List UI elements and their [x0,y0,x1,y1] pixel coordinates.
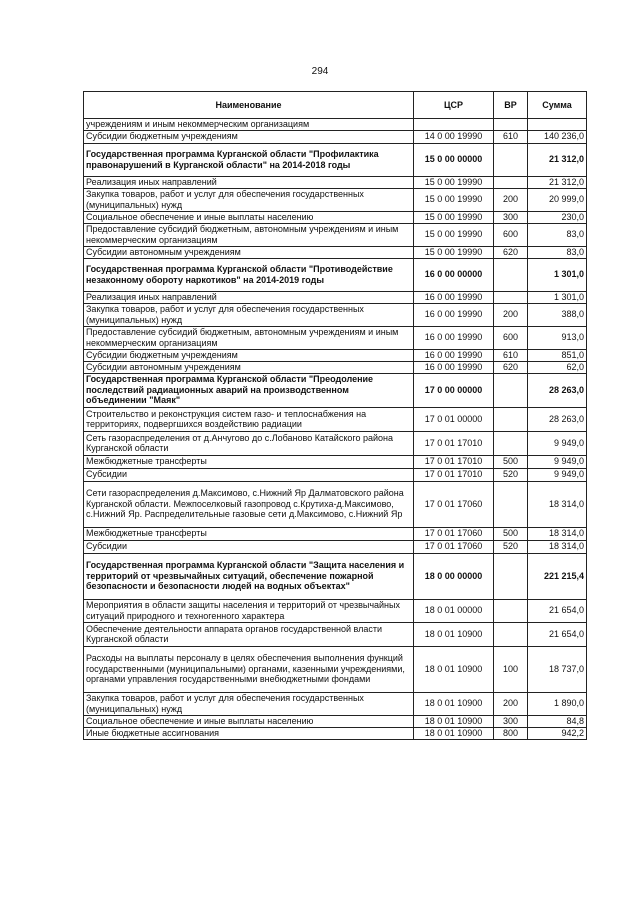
table-header-row [84,92,587,119]
table-row [84,481,587,527]
table-row [84,119,587,131]
cell-vr [494,119,528,131]
table-row [84,176,587,188]
cell-sum: 942,2 [528,727,587,739]
table-row [84,291,587,303]
header-csr: ЦСР [414,92,494,119]
cell-csr: 15 0 00 19990 [414,246,494,258]
cell-name: Социальное обеспечение и иные выплаты населению [84,211,414,223]
cell-vr: 500 [494,527,528,540]
cell-csr: 18 0 00 00000 [414,553,494,599]
table-row [84,646,587,692]
cell-csr: 14 0 00 19990 [414,130,494,143]
cell-csr: 15 0 00 19990 [414,188,494,211]
cell-vr [494,176,528,188]
cell-csr: 17 0 01 17010 [414,468,494,481]
table-row [84,223,587,246]
cell-csr: 17 0 01 17010 [414,431,494,455]
cell-name: Государственная программа Курганской области "Профилактика правонарушений в Курганской области" на 2014-2018 годы [84,143,414,176]
cell-vr [494,553,528,599]
cell-name: Предоставление субсидий бюджетным, автономным учреждениям и иным некоммерческим организациям [84,326,414,349]
cell-sum: 1 890,0 [528,692,587,715]
cell-sum: 230,0 [528,211,587,223]
cell-csr: 16 0 00 19990 [414,361,494,373]
cell-name: Государственная программа Курганской области "Противодействие незаконному обороту наркотиков" на 2014-2019 годы [84,258,414,291]
cell-vr: 600 [494,326,528,349]
cell-vr: 610 [494,130,528,143]
table-row [84,553,587,599]
page-number: 294 [311,66,329,77]
cell-name: Субсидии [84,540,414,553]
cell-name: Иные бюджетные ассигнования [84,727,414,739]
cell-csr: 15 0 00 19990 [414,211,494,223]
cell-vr: 620 [494,361,528,373]
cell-sum: 18 314,0 [528,527,587,540]
cell-vr [494,258,528,291]
header-vr: ВР [494,92,528,119]
table-row [84,349,587,361]
cell-name: Субсидии [84,468,414,481]
cell-name: Межбюджетные трансферты [84,527,414,540]
cell-name: Предоставление субсидий бюджетным, автономным учреждениям и иным некоммерческим организациям [84,223,414,246]
table-row [84,527,587,540]
cell-name: Субсидии автономным учреждениям [84,361,414,373]
cell-csr: 18 0 01 10900 [414,646,494,692]
cell-name: Закупка товаров, работ и услуг для обеспечения государственных (муниципальных) нужд [84,692,414,715]
cell-vr: 500 [494,455,528,468]
table-row [84,361,587,373]
table-row [84,246,587,258]
cell-sum: 28 263,0 [528,407,587,431]
cell-csr: 17 0 01 17060 [414,527,494,540]
cell-name: Расходы на выплаты персоналу в целях обеспечения выполнения функций государственными (муниципальными) органами, казенными учреждениями, органами управления государственными внебюджетными фондами [84,646,414,692]
table-row [84,373,587,407]
cell-name: Строительство и реконструкция систем газо- и теплоснабжения на территориях, подвергшихся воздействию радиации [84,407,414,431]
cell-name: Закупка товаров, работ и услуг для обеспечения государственных (муниципальных) нужд [84,303,414,326]
budget-table [83,91,587,740]
cell-vr: 610 [494,349,528,361]
table-row [84,258,587,291]
cell-sum: 1 301,0 [528,258,587,291]
cell-csr: 18 0 01 10900 [414,727,494,739]
cell-name: Субсидии бюджетным учреждениям [84,349,414,361]
table-row [84,715,587,727]
cell-csr: 18 0 01 10900 [414,715,494,727]
table-row [84,692,587,715]
cell-sum: 21 312,0 [528,176,587,188]
cell-vr: 200 [494,303,528,326]
table-body [84,119,587,740]
cell-csr: 16 0 00 19990 [414,303,494,326]
cell-sum: 1 301,0 [528,291,587,303]
table-row [84,188,587,211]
table-row [84,143,587,176]
cell-name: Государственная программа Курганской области "Преодоление последствий радиационных аварий на производственном объединении "Маяк" [84,373,414,407]
cell-vr: 800 [494,727,528,739]
cell-sum: 913,0 [528,326,587,349]
header-name: Наименование [84,92,414,119]
cell-vr: 200 [494,188,528,211]
cell-sum: 84,8 [528,715,587,727]
cell-sum: 21 312,0 [528,143,587,176]
cell-csr: 16 0 00 19990 [414,349,494,361]
header-sum: Сумма [528,92,587,119]
cell-name: Мероприятия в области защиты населения и территорий от чрезвычайных ситуаций природного и техногенного характера [84,599,414,622]
table-row [84,599,587,622]
table-row [84,540,587,553]
cell-csr: 16 0 00 19990 [414,326,494,349]
cell-name: учреждениям и иным некоммерческим организациям [84,119,414,131]
cell-vr: 520 [494,468,528,481]
cell-vr [494,291,528,303]
cell-csr: 17 0 01 17010 [414,455,494,468]
cell-vr [494,431,528,455]
cell-vr: 620 [494,246,528,258]
cell-csr: 16 0 00 19990 [414,291,494,303]
cell-sum: 83,0 [528,223,587,246]
cell-sum: 83,0 [528,246,587,258]
cell-name: Субсидии бюджетным учреждениям [84,130,414,143]
cell-sum: 9 949,0 [528,455,587,468]
cell-csr: 18 0 01 10900 [414,622,494,646]
cell-vr [494,599,528,622]
cell-vr: 520 [494,540,528,553]
table-row [84,455,587,468]
cell-csr: 18 0 01 00000 [414,599,494,622]
cell-vr [494,143,528,176]
cell-sum: 221 215,4 [528,553,587,599]
cell-sum: 18 737,0 [528,646,587,692]
cell-name: Реализация иных направлений [84,291,414,303]
cell-name: Сеть газораспределения от д.Анчугово до с.Лобаново Катайского района Курганской области [84,431,414,455]
cell-csr: 17 0 00 00000 [414,373,494,407]
cell-vr [494,407,528,431]
cell-sum: 62,0 [528,361,587,373]
cell-name: Сети газораспределения д.Максимово, с.Нижний Яр Далматовского района Курганской области. Межпоселковый газопровод с.Крутиха-д.Максимово, с.Нижний Яр. Распределительные газовые сети д.Максимово, с.Нижний Яр [84,481,414,527]
cell-csr: 16 0 00 00000 [414,258,494,291]
table-row [84,130,587,143]
cell-sum: 21 654,0 [528,599,587,622]
table-row [84,326,587,349]
cell-sum: 388,0 [528,303,587,326]
table-row [84,211,587,223]
cell-sum: 18 314,0 [528,481,587,527]
cell-sum: 140 236,0 [528,130,587,143]
table-row [84,431,587,455]
cell-name: Межбюджетные трансферты [84,455,414,468]
cell-sum: 9 949,0 [528,468,587,481]
cell-name: Социальное обеспечение и иные выплаты населению [84,715,414,727]
cell-csr: 15 0 00 00000 [414,143,494,176]
cell-vr [494,373,528,407]
cell-csr [414,119,494,131]
cell-sum: 20 999,0 [528,188,587,211]
cell-vr: 100 [494,646,528,692]
cell-vr [494,622,528,646]
cell-vr [494,481,528,527]
cell-name: Государственная программа Курганской области "Защита населения и территорий от чрезвычайных ситуаций, обеспечение пожарной безопасности и безопасности людей на водных объектах" [84,553,414,599]
cell-name: Обеспечение деятельности аппарата органов государственной власти Курганской области [84,622,414,646]
cell-vr: 300 [494,211,528,223]
cell-vr: 200 [494,692,528,715]
cell-csr: 17 0 01 17060 [414,540,494,553]
cell-sum: 851,0 [528,349,587,361]
table-row [84,303,587,326]
table-row [84,468,587,481]
cell-vr: 300 [494,715,528,727]
cell-name: Субсидии автономным учреждениям [84,246,414,258]
table-row [84,407,587,431]
cell-csr: 17 0 01 17060 [414,481,494,527]
cell-csr: 15 0 00 19990 [414,223,494,246]
cell-csr: 15 0 00 19990 [414,176,494,188]
cell-csr: 17 0 01 00000 [414,407,494,431]
cell-sum: 28 263,0 [528,373,587,407]
table-row [84,622,587,646]
cell-name: Реализация иных направлений [84,176,414,188]
cell-sum [528,119,587,131]
cell-sum: 18 314,0 [528,540,587,553]
cell-sum: 21 654,0 [528,622,587,646]
cell-vr: 600 [494,223,528,246]
cell-sum: 9 949,0 [528,431,587,455]
cell-name: Закупка товаров, работ и услуг для обеспечения государственных (муниципальных) нужд [84,188,414,211]
table-row [84,727,587,739]
cell-csr: 18 0 01 10900 [414,692,494,715]
